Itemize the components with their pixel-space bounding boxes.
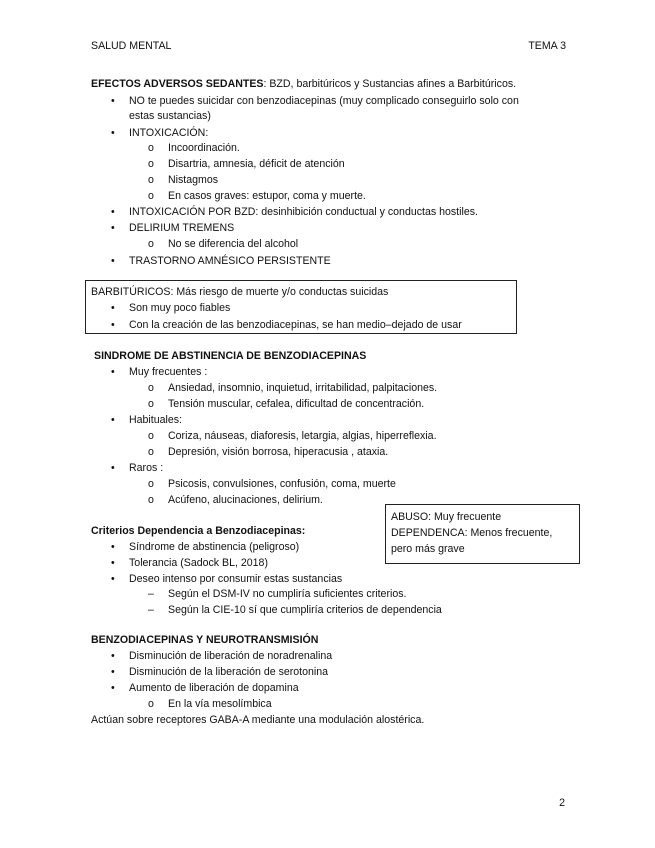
criterios-item: Síndrome de abstinencia (peligroso) xyxy=(129,541,300,553)
abstinencia-muy-sub: Tensión muscular, cefalea, dificultad de concentración. xyxy=(168,398,425,410)
criterios-title: Criterios Dependencia a Benzodiacepinas: xyxy=(91,525,306,537)
efectos-item4-sub: No se diferencia del alcohol xyxy=(168,238,299,250)
abuso-line: pero más grave xyxy=(391,543,465,555)
bullet-icon: • xyxy=(111,206,115,218)
efectos-item2-sub: Nistagmos xyxy=(168,174,219,186)
neuro-closing: Actúan sobre receptores GABA-A mediante una modulación alostérica. xyxy=(91,714,425,726)
abstinencia-raros-sub: Acúfeno, alucinaciones, delirium. xyxy=(168,494,323,506)
circle-bullet-icon: o xyxy=(148,430,154,442)
circle-bullet-icon: o xyxy=(148,158,154,170)
circle-bullet-icon: o xyxy=(148,446,154,458)
bullet-icon: • xyxy=(111,255,115,267)
bullet-icon: • xyxy=(111,573,115,585)
circle-bullet-icon: o xyxy=(148,698,154,710)
abstinencia-muy: Muy frecuentes : xyxy=(129,366,208,378)
efectos-title: EFECTOS ADVERSOS SEDANTES xyxy=(91,78,264,90)
abuso-line: ABUSO: Muy frecuente xyxy=(391,511,502,523)
bullet-icon: • xyxy=(111,462,115,474)
circle-bullet-icon: o xyxy=(148,494,154,506)
neuro-item: Disminución de liberación de noradrenalina xyxy=(129,650,333,662)
criterios-item: Deseo intenso por consumir estas sustancias xyxy=(129,573,343,585)
bullet-icon: • xyxy=(111,127,115,139)
bullet-icon: • xyxy=(111,682,115,694)
abstinencia-hab: Habituales: xyxy=(129,414,182,426)
barbituricos-line: BARBITÚRICOS: Más riesgo de muerte y/o conductas suicidas xyxy=(91,286,389,298)
neuro-sub: En la vía mesolímbica xyxy=(168,698,272,710)
efectos-item2: INTOXICACIÓN: xyxy=(129,127,209,139)
bullet-icon: • xyxy=(111,557,115,569)
bullet-icon: • xyxy=(111,541,115,553)
abstinencia-hab-sub: Depresión, visión borrosa, hiperacusia , ataxia. xyxy=(168,446,389,458)
efectos-title-rest: : BZD, barbitúricos y Sustancias afines a Barbitúricos. xyxy=(263,78,517,90)
bullet-icon: • xyxy=(111,222,115,234)
bullet-icon: • xyxy=(111,366,115,378)
circle-bullet-icon: o xyxy=(148,190,154,202)
efectos-heading xyxy=(91,77,516,91)
efectos-item4: DELIRIUM TREMENS xyxy=(129,222,235,234)
circle-bullet-icon: o xyxy=(148,174,154,186)
neuro-item: Aumento de liberación de dopamina xyxy=(129,682,299,694)
efectos-item1-line2: estas sustancias) xyxy=(129,110,211,122)
circle-bullet-icon: o xyxy=(148,398,154,410)
bullet-icon: • xyxy=(111,414,115,426)
header-right: TEMA 3 xyxy=(528,40,566,52)
bullet-icon: • xyxy=(111,302,115,314)
circle-bullet-icon: o xyxy=(148,238,154,250)
neuro-title: BENZODIACEPINAS Y NEUROTRANSMISIÓN xyxy=(91,634,319,646)
efectos-item3: INTOXICACIÓN POR BZD: desinhibición conductual y conductas hostiles. xyxy=(129,206,478,218)
efectos-item2-sub: Incoordinación. xyxy=(168,142,240,154)
criterios-sub: Según la CIE-10 sí que cumpliría criterios de dependencia xyxy=(168,604,442,616)
abstinencia-raros-sub: Psicosis, convulsiones, confusión, coma, muerte xyxy=(168,478,396,490)
abstinencia-raros: Raros : xyxy=(129,462,164,474)
barbituricos-item: Con la creación de las benzodiacepinas, se han medio–dejado de usar xyxy=(129,319,462,331)
neuro-item: Disminución de la liberación de serotonina xyxy=(129,666,329,678)
header-left: SALUD MENTAL xyxy=(91,40,172,52)
page-number: 2 xyxy=(559,797,565,809)
abstinencia-muy-sub: Ansiedad, insomnio, inquietud, irritabilidad, palpitaciones. xyxy=(168,382,438,394)
dash-bullet-icon: – xyxy=(148,588,154,600)
efectos-item2-sub: En casos graves: estupor, coma y muerte. xyxy=(168,190,366,202)
abstinencia-hab-sub: Coriza, náuseas, diaforesis, letargia, algias, hiperreflexia. xyxy=(168,430,437,442)
barbituricos-item: Son muy poco fiables xyxy=(129,302,231,314)
abuso-line: DEPENDENCA: Menos frecuente, xyxy=(391,527,553,539)
circle-bullet-icon: o xyxy=(148,142,154,154)
dash-bullet-icon: – xyxy=(148,604,154,616)
efectos-item2-sub: Disartria, amnesia, déficit de atención xyxy=(168,158,345,170)
bullet-icon: • xyxy=(111,95,115,107)
circle-bullet-icon: o xyxy=(148,382,154,394)
criterios-sub: Según el DSM-IV no cumpliría suficientes criterios. xyxy=(168,588,407,600)
abstinencia-title: SINDROME DE ABSTINENCIA DE BENZODIACEPINAS xyxy=(94,350,367,362)
efectos-item1-line1: NO te puedes suicidar con benzodiacepinas (muy complicado conseguirlo solo con xyxy=(129,95,519,107)
bullet-icon: • xyxy=(111,319,115,331)
bullet-icon: • xyxy=(111,650,115,662)
efectos-item5: TRASTORNO AMNÉSICO PERSISTENTE xyxy=(129,255,331,267)
circle-bullet-icon: o xyxy=(148,478,154,490)
criterios-item: Tolerancia (Sadock BL, 2018) xyxy=(129,557,268,569)
bullet-icon: • xyxy=(111,666,115,678)
